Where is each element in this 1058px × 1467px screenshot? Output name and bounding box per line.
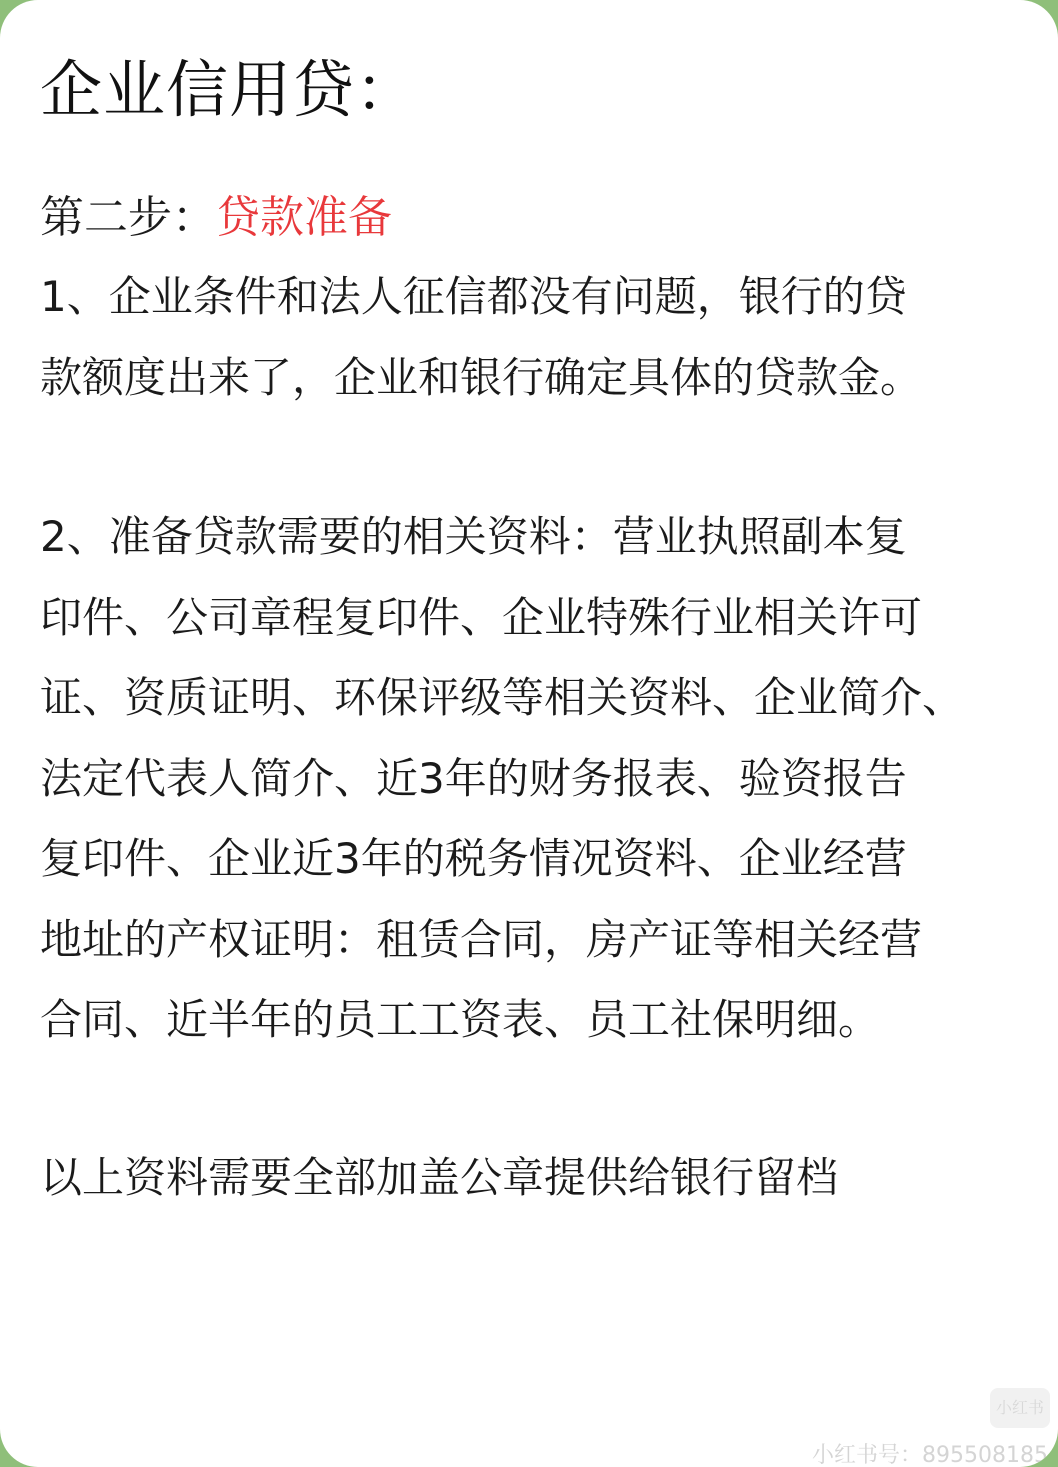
paragraph-3 [40, 1138, 1030, 1219]
paragraph-line: 1、企业条件和法人征信都没有问题，银行的贷 [40, 272, 907, 321]
paragraph-line: 复印件、企业近3年的税务情况资料、企业经营 [40, 834, 907, 883]
page-title: 企业信用贷： [40, 53, 419, 126]
paragraph-line: 合同、近半年的员工工资表、员工社保明细。 [40, 995, 881, 1044]
paragraph-line: 法定代表人简介、近3年的财务报表、验资报告 [40, 753, 907, 803]
step-heading [40, 188, 392, 248]
watermark-logo: 小红书 [990, 1388, 1050, 1428]
paragraph-line: 款额度出来了，企业和银行确定具体的贷款金。 [40, 352, 923, 402]
step-prefix: 第二步： [40, 192, 216, 243]
paragraph-line: 证、资质证明、环保评级等相关资料、企业简介、 [40, 673, 965, 722]
paragraph-1 [40, 257, 1030, 418]
step-highlight: 贷款准备 [216, 192, 392, 243]
paragraph-line: 地址的产权证明：租赁合同，房产证等相关经营 [40, 914, 923, 964]
watermark-id: 小红书号：895508185 [812, 1443, 1048, 1467]
paragraph-line: 以上资料需要全部加盖公章提供给银行留档 [40, 1153, 839, 1202]
paragraph-line: 2、准备贷款需要的相关资料：营业执照副本复 [40, 512, 907, 561]
paragraph-2 [40, 497, 1030, 1061]
paragraph-line: 印件、公司章程复印件、企业特殊行业相关许可 [40, 592, 923, 642]
